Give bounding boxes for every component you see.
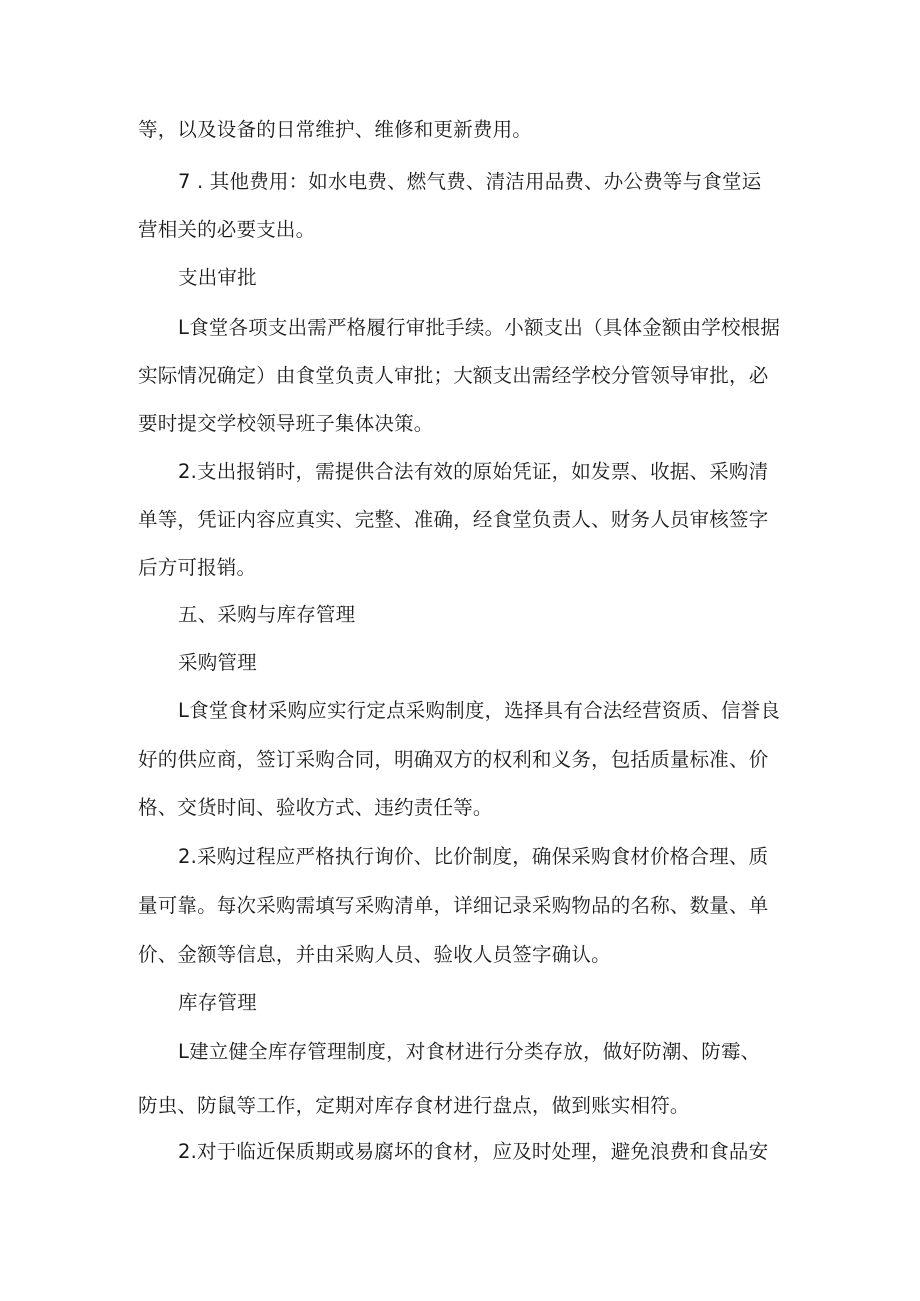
text-line: 价、金额等信息，并由采购人员、验收人员签字确认。 [138,943,611,966]
text-line: 7 . 其他费用：如水电费、燃气费、清洁用品费、办公费等与食堂运 [178,170,762,193]
text-line: 2.采购过程应严格执行询价、比价制度，确保采购食材价格合理、质 [178,845,769,868]
text-line: 实际情况确定）由食堂负责人审批；大额支出需经学校分管领导审批，必 [138,364,769,387]
text-line: L建立健全库存管理制度，对食材进行分类存放，做好防潮、防霉、 [178,1040,761,1063]
text-line: 格、交货时间、验收方式、违约责任等。 [138,796,493,819]
text-line: L食堂各项支出需严格履行审批手续。小额支出（具体金额由学校根据 [178,316,781,339]
text-line: 营相关的必要支出。 [138,218,316,241]
section-heading: 库存管理 [178,991,257,1014]
text-line: 等，以及设备的日常维护、维修和更新费用。 [138,118,533,141]
text-line: 防虫、防鼠等工作，定期对库存食材进行盘点，做到账实相符。 [138,1094,690,1117]
text-line: 要时提交学校领导班子集体决策。 [138,412,434,435]
text-line: 量可靠。每次采购需填写采购清单，详细记录采购物品的名称、数量、单 [138,894,769,917]
text-line: 后方可报销。 [138,556,257,579]
section-heading: 支出审批 [178,266,257,289]
text-line: 单等，凭证内容应真实、完整、准确，经食堂负责人、财务人员审核签字 [138,508,769,531]
text-line: 2.对于临近保质期或易腐坏的食材，应及时处理，避免浪费和食品安 [178,1140,769,1163]
text-line: 好的供应商，签订采购合同，明确双方的权利和义务，包括质量标准、价 [138,748,769,771]
text-line: 2.支出报销时，需提供合法有效的原始凭证，如发票、收据、采购清 [178,460,769,483]
section-heading: 五、采购与库存管理 [178,603,356,626]
text-line: L食堂食材采购应实行定点采购制度，选择具有合法经营资质、信誉良 [178,699,781,722]
section-heading: 采购管理 [178,651,257,674]
